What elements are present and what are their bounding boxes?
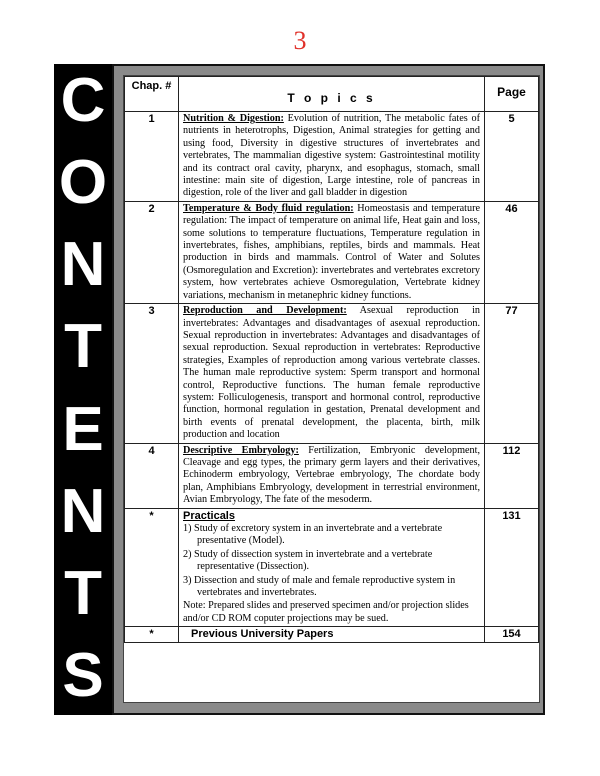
- topic-description: Homeostasis and temperature regulation: The impact of temperature on animal life, Heat gain and loss, some solutions to temperature fluctuations, Temperature regulation in invertebrates, fishes, amphibians, reptiles, birds and mammals. Heat production in birds and mammals. Control of Water and Solutes (Osmoregulation and Excretion): invertebrates and vertebrates excretory system, how vertebrates achieve Osmoregulation, Vertebrate kidney variations, mechanism in metanephric kidney functions.: [183, 202, 480, 301]
- header-chap: Chap. #: [125, 77, 179, 112]
- contents-table-container: [123, 75, 540, 703]
- chapter-number: 3: [125, 304, 179, 443]
- topic-cell: [179, 304, 485, 443]
- banner-letter: T: [64, 312, 102, 382]
- table-row: [125, 304, 539, 443]
- table-row-previous-papers: [125, 627, 539, 642]
- header-page: Page: [485, 77, 539, 112]
- banner-letter: E: [62, 394, 104, 464]
- banner-letter: C: [60, 66, 106, 135]
- practicals-cell: [179, 508, 485, 627]
- page-ref: 77: [485, 304, 539, 443]
- banner-letter: S: [62, 640, 104, 710]
- contents-table: [124, 76, 539, 643]
- chapter-number: *: [125, 508, 179, 627]
- contents-side-banner: [54, 64, 112, 715]
- practicals-title: Practicals: [183, 509, 235, 522]
- contents-frame: [112, 64, 545, 715]
- banner-letter: N: [60, 230, 106, 300]
- previous-papers-title: Previous University Papers: [179, 627, 485, 642]
- table-header-row: [125, 77, 539, 112]
- topic-description: Asexual reproduction in invertebrates: Advantages and disadvantages of asexual reproduction. Sexual reproduction in invertebrates: Advantages and disadvantages of sexual reproduction. Sexual reproduction in vertebrates: Reproductive strategies, Examples of reproduction among various vertebrate classes. The human male reproductive system: Sperm transport and hormonal control, Reproductive functions. The human female reproductive system: Folliculogenesis, transport and hormonal control, reproductive function, hormonal regulation in gestation, Prenatal development and birth events of prenatal development, the placenta, birth, milk production and location: [183, 305, 480, 441]
- topic-title: Descriptive Embryology:: [183, 444, 299, 456]
- chapter-number: *: [125, 627, 179, 642]
- page-ref: 131: [485, 508, 539, 627]
- practical-item: 3) Dissection and study of male and female reproductive system in vertebrates and invertebrates.: [183, 574, 456, 599]
- page-ref: 112: [485, 443, 539, 508]
- page-ref: 154: [485, 627, 539, 642]
- chapter-number: 1: [125, 112, 179, 202]
- topic-title: Temperature & Body fluid regulation:: [183, 202, 354, 214]
- topic-cell: [179, 443, 485, 508]
- banner-letter: O: [58, 148, 108, 218]
- topic-title: Reproduction and Development:: [183, 305, 347, 317]
- page-ref: 46: [485, 201, 539, 303]
- chapter-number: 4: [125, 443, 179, 508]
- page-ref: 5: [485, 112, 539, 202]
- practical-item: 2) Study of dissection system in invertebrate and a vertebrate representative (Dissection).: [183, 548, 433, 573]
- practicals-note: Note: Prepared slides and preserved specimen and/or projection slides and/or CD ROM coputer projections may be sued.: [183, 600, 469, 624]
- table-row: [125, 112, 539, 202]
- table-row-practicals: [125, 508, 539, 627]
- table-row: [125, 443, 539, 508]
- topic-cell: [179, 112, 485, 202]
- table-row: [125, 201, 539, 303]
- topic-cell: [179, 201, 485, 303]
- banner-letter: T: [64, 558, 102, 628]
- header-topics: T o p i c s: [179, 77, 485, 112]
- chapter-number: 2: [125, 201, 179, 303]
- page-number: 3: [293, 26, 307, 55]
- topic-description: Evolution of nutrition, The metabolic fates of nutrients in heterotrophs, Digestion, Animal strategies for getting and using food, Diversity in digestive structures of invertebrates and vertebrates, The mammalian digestive system: Gastrointestinal motility and its contract oral cavity, pharynx, and esophagus, stomach, small intestine: main site of digestion, Large intestine, role of pancreas in digestion, role of the liver and gall bladder in digestion: [183, 113, 480, 199]
- practical-item: 1) Study of excretory system in an invertebrate and a vertebrate presentative (Model).: [183, 523, 443, 547]
- topic-title: Nutrition & Digestion:: [183, 113, 284, 124]
- banner-letter: N: [60, 476, 106, 546]
- topic-description: Fertilization, Embryonic development, Cleavage and egg types, the primary germ layers and their derivatives, Echinoderm embryology, Vertebrae embryology, The chordate body plan, Amphibians Embryology, development in terrestrial environment, Avian Embryology, The fate of the mesoderm.: [183, 444, 480, 506]
